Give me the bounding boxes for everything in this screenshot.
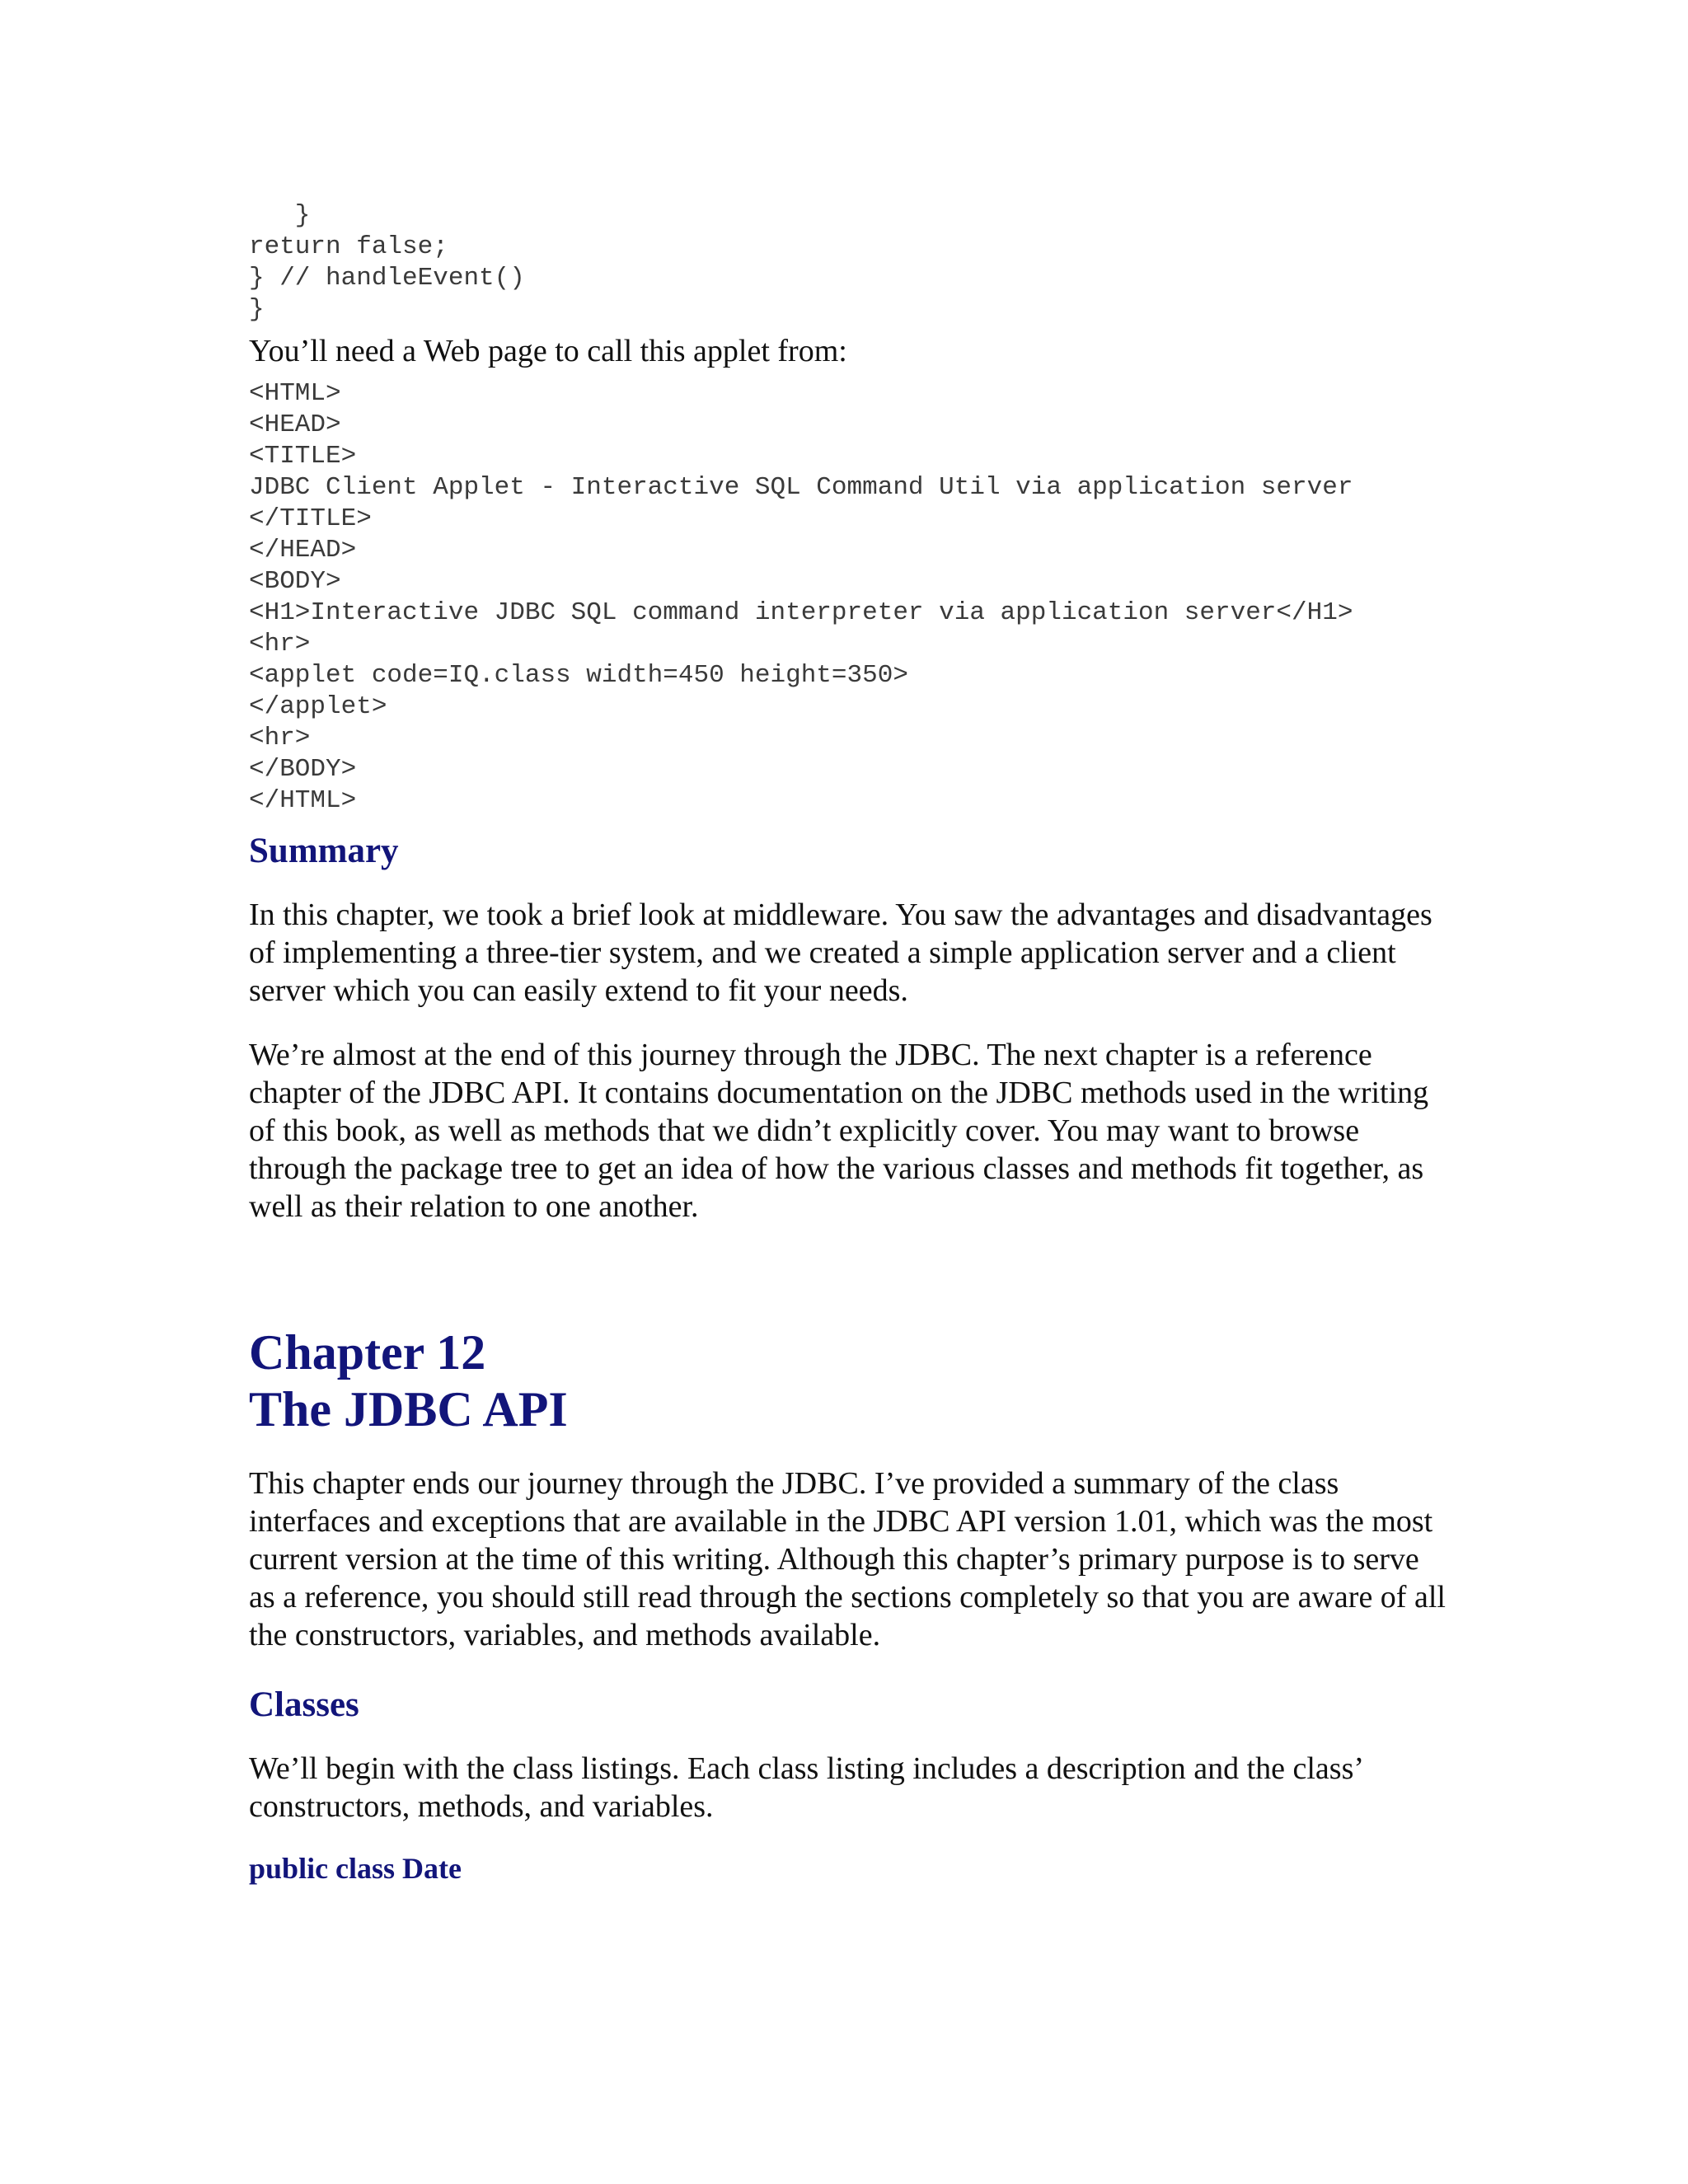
code-line: </HTML> xyxy=(249,786,357,815)
code-line: return false; xyxy=(249,232,448,261)
code-line: } // handleEvent() xyxy=(249,264,525,293)
code-line: } xyxy=(249,201,311,230)
code-line: <HTML> xyxy=(249,379,341,408)
code-line: <hr> xyxy=(249,724,311,752)
code-line: JDBC Client Applet - Interactive SQL Command Util via application server xyxy=(249,473,1353,502)
code-line: </TITLE> xyxy=(249,504,372,533)
code-line: <TITLE> xyxy=(249,442,357,471)
summary-paragraph-2: We’re almost at the end of this journey through the JDBC. The next chapter is a reference chapter of the JDBC API. It contains documentation on the JDBC methods used in the writing of this book, as well as methods that we didn’t explicitly cover. You may want to browse through the package tree to get an idea of how the various classes and methods fit together, as well as their relation to one another. xyxy=(249,1038,1429,1224)
classes-paragraph: We’ll begin with the class listings. Each class listing includes a description and the class’ constructors, methods, and variables. xyxy=(249,1751,1362,1824)
code-line: <hr> xyxy=(249,630,311,658)
summary-paragraph-1: In this chapter, we took a brief look at middleware. You saw the advantages and disadvantages of implementing a three-tier system, and we created a simple application server and a client server which you can easily extend to fit your needs. xyxy=(249,898,1432,1008)
chapter-title: The JDBC API xyxy=(249,1382,568,1436)
code-line: <BODY> xyxy=(249,567,341,596)
code-line: </HEAD> xyxy=(249,536,357,565)
intro-sentence: You’ll need a Web page to call this applet from: xyxy=(249,334,847,368)
page-content xyxy=(249,200,1452,1886)
chapter-number: Chapter 12 xyxy=(249,1325,486,1380)
code-block-handle-event xyxy=(249,200,1452,326)
code-line: <applet code=IQ.class width=450 height=350> xyxy=(249,661,908,690)
code-line: </BODY> xyxy=(249,755,357,784)
code-line: </applet> xyxy=(249,692,387,721)
summary-heading: Summary xyxy=(249,832,399,870)
code-line: } xyxy=(249,295,265,324)
classes-heading: Classes xyxy=(249,1685,359,1724)
chapter-intro-paragraph: This chapter ends our journey through the JDBC. I’ve provided a summary of the class interfaces and exceptions that are available in the JDBC API version 1.01, which was the most current version at the time of this writing. Although this chapter’s primary purpose is to serve as a reference, you should still read through the sections completely so that you are aware of all the constructors, variables, and methods available. xyxy=(249,1466,1446,1652)
chapter-heading xyxy=(249,1324,1452,1438)
code-line: <H1>Interactive JDBC SQL command interpreter via application server</H1> xyxy=(249,598,1353,627)
code-line: <HEAD> xyxy=(249,410,341,439)
code-block-html-page xyxy=(249,378,1452,817)
class-date-heading: public class Date xyxy=(249,1852,462,1885)
